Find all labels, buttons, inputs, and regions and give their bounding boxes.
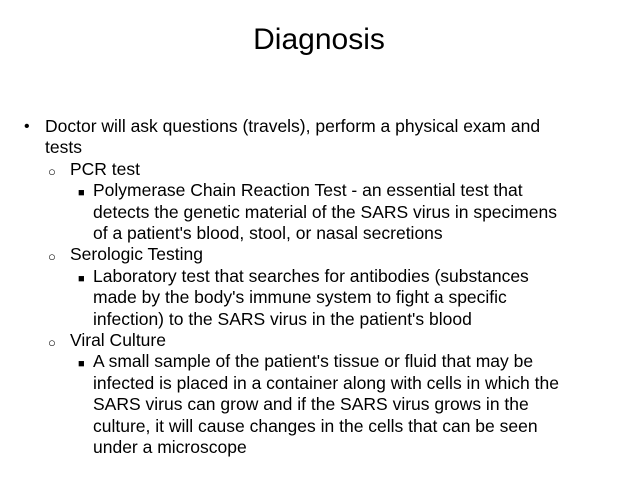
bullet-list: [0, 116, 638, 459]
text-line: Laboratory test that searches for antibodies (substances: [93, 265, 529, 286]
bullet-square-icon: ■: [78, 358, 85, 371]
text-line: Doctor will ask questions (travels), perform a physical exam and: [45, 116, 541, 136]
bullet-circle-icon: ○: [48, 163, 56, 179]
text-line: Polymerase Chain Reaction Test - an essential test that: [93, 180, 523, 201]
text-line: SARS virus can grow and if the SARS virus grows in the: [93, 394, 529, 415]
text-line: culture, it will cause changes in the cells that can be seen: [93, 415, 538, 436]
subitem-label: Serologic Testing: [70, 244, 203, 265]
bullet-square-icon: ■: [78, 187, 85, 200]
subitem-label: PCR test: [70, 158, 141, 179]
bullet-square-icon: ■: [78, 272, 85, 285]
subitem-label: Viral Culture: [70, 330, 166, 351]
detail-text: [93, 351, 613, 458]
text-line: under a microscope: [93, 437, 247, 458]
detail-serologic-testing: [0, 266, 638, 330]
subitem-viral-culture: [0, 330, 638, 351]
bullet-circle-icon: ○: [48, 335, 56, 351]
slide-title: Diagnosis: [253, 23, 385, 56]
subitem-serologic-testing: [0, 244, 638, 265]
bullet-dot-icon: •: [24, 118, 30, 135]
detail-text: [93, 180, 613, 244]
text-line: detects the genetic material of the SARS virus in specimens: [93, 201, 557, 222]
text-line: A small sample of the patient's tissue or fluid that may be: [93, 351, 534, 372]
text-line: made by the body's immune system to fight a specific: [93, 287, 507, 308]
text-line: infected is placed in a container along with cells in which the: [93, 372, 559, 393]
detail-pcr-test: [0, 180, 638, 244]
subitem-pcr-test: [0, 159, 638, 180]
text-line: of a patient's blood, stool, or nasal secretions: [93, 223, 443, 244]
text-line: infection) to the SARS virus in the patient's blood: [93, 308, 472, 329]
detail-viral-culture: [0, 351, 638, 458]
bullet-circle-icon: ○: [48, 249, 56, 265]
bullet-item-doctor: [0, 116, 638, 159]
detail-text: [93, 266, 613, 330]
text-line: tests: [45, 137, 82, 158]
bullet-text: [45, 116, 605, 159]
